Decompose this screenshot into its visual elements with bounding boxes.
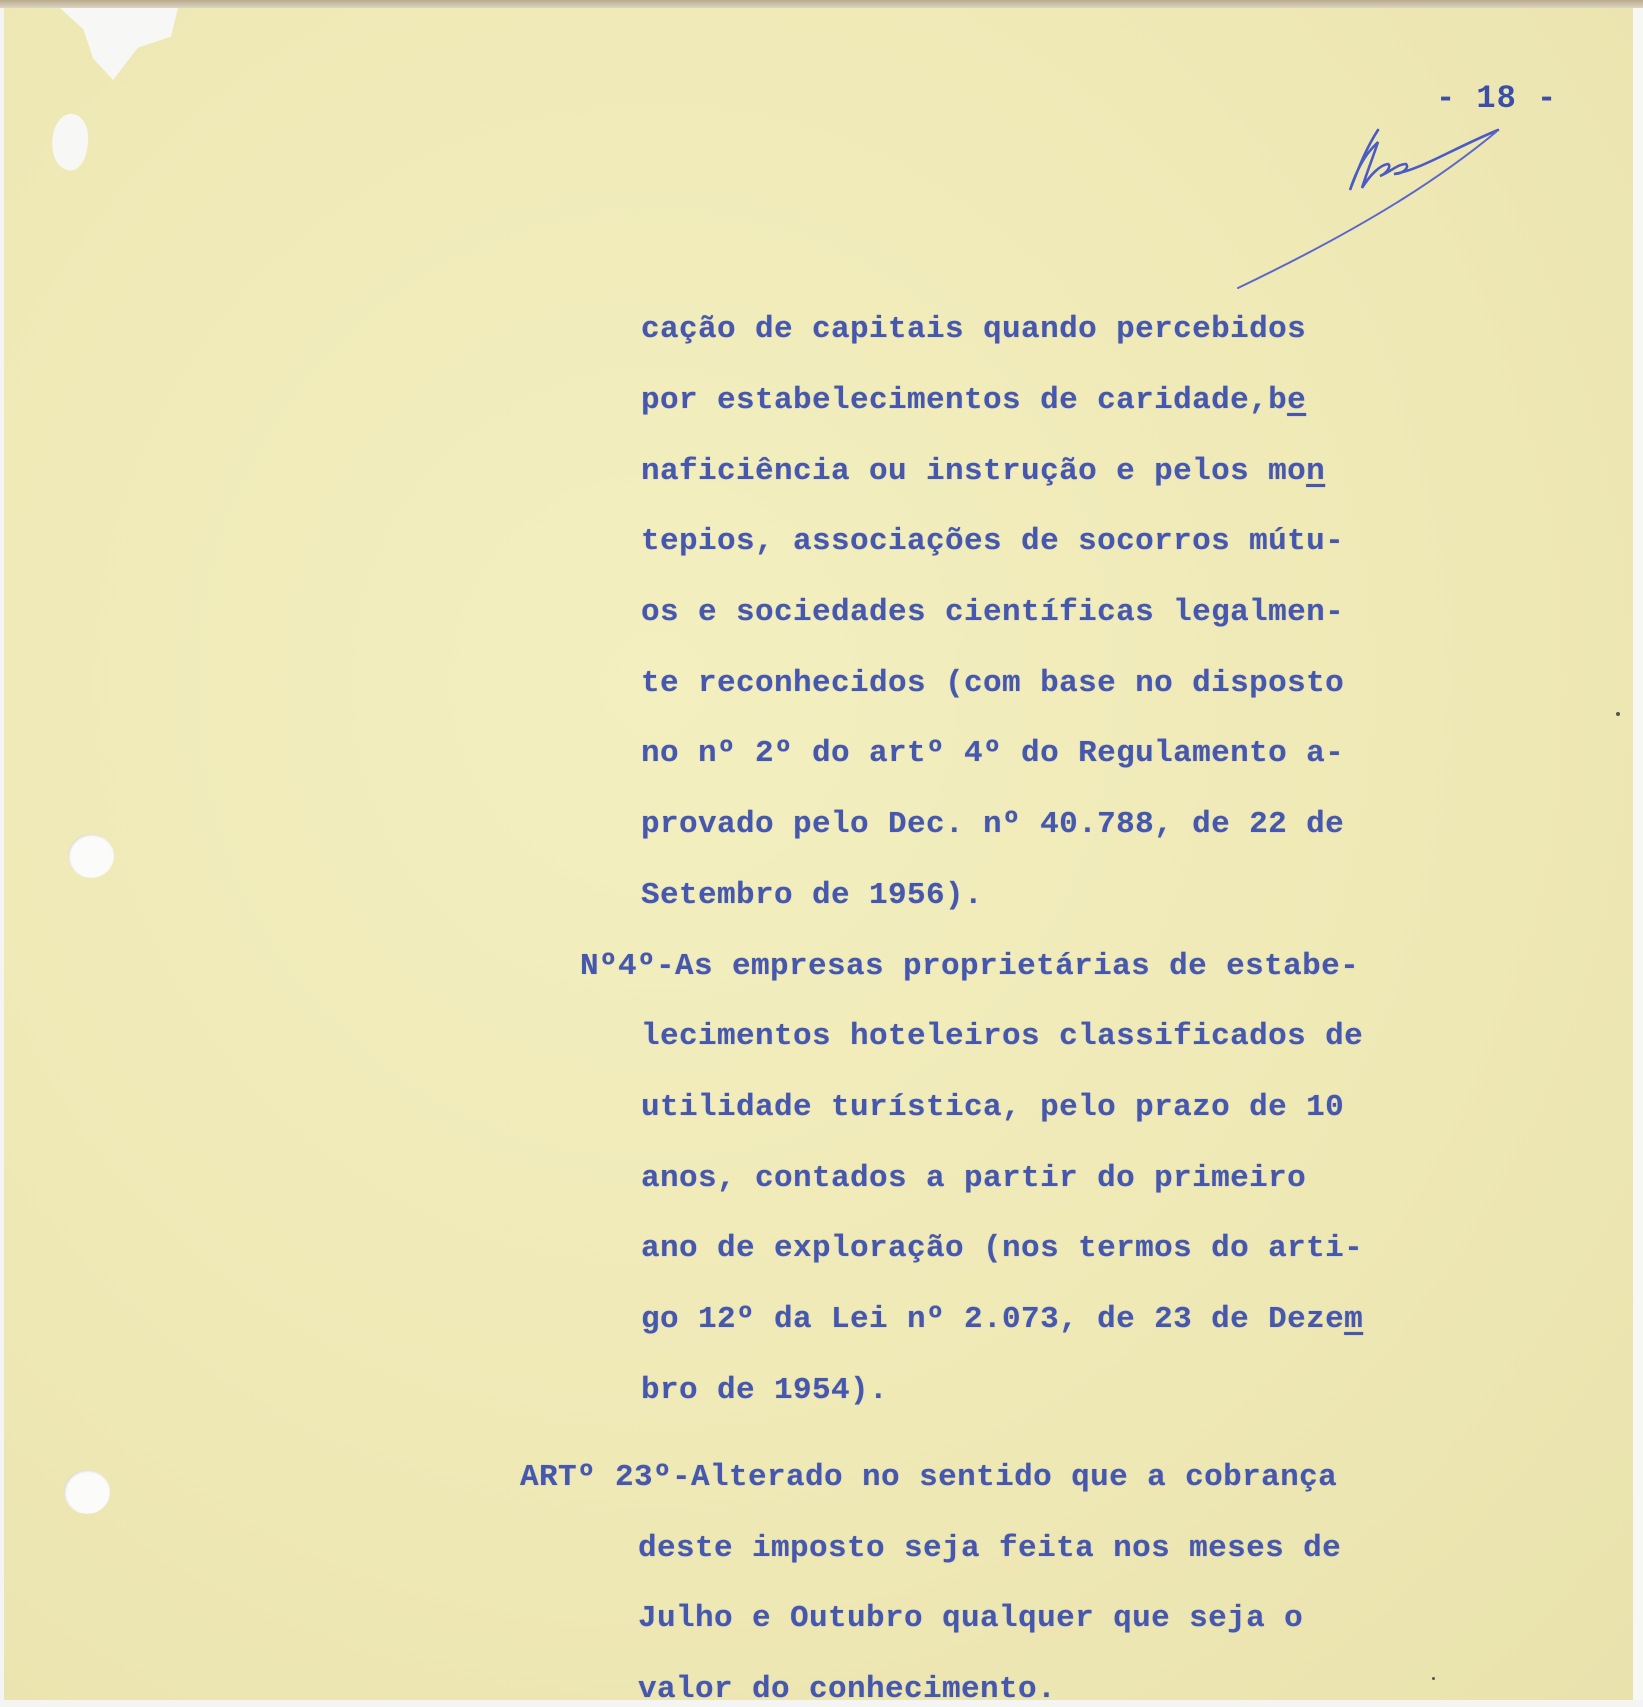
text-line: provado pelo Dec. nº 40.788, de 22 de <box>641 807 1345 842</box>
text-line: deste imposto seja feita nos meses de <box>638 1531 1342 1566</box>
article-heading-line: ARTº 23º-Alterado no sentido que a cobrança <box>520 1460 1338 1495</box>
text-line: te reconhecidos (com base no disposto <box>641 666 1345 701</box>
text-line: lecimentos hoteleiros classificados de <box>641 1019 1364 1054</box>
text-line: no nº 2º do artº 4º do Regulamento a- <box>641 736 1345 771</box>
text-line: ano de exploração (nos termos do arti- <box>641 1231 1364 1266</box>
underlined-character: e <box>1287 383 1307 418</box>
text-line: tepios, associações de socorros mútu- <box>641 524 1345 559</box>
text-line: bro de 1954). <box>641 1373 889 1408</box>
text-line: naficiência ou instrução e pelos mon <box>641 454 1326 489</box>
scan-right-margin <box>1633 8 1643 1700</box>
item-heading-line: Nº4º-As empresas proprietárias de estabe- <box>580 949 1360 984</box>
punch-hole-lower <box>64 1470 110 1514</box>
punch-hole-upper <box>68 834 114 878</box>
ink-speck <box>1616 712 1620 716</box>
page-number: - 18 - <box>1436 80 1558 117</box>
text-line: Julho e Outubro qualquer que seja o <box>638 1601 1304 1636</box>
scan-top-edge <box>0 0 1643 8</box>
underlined-character: m <box>1344 1302 1364 1337</box>
text-line: por estabelecimentos de caridade,be <box>641 383 1307 418</box>
text-line: valor do conhecimento. <box>638 1672 1057 1707</box>
text-line: os e sociedades científicas legalmen- <box>641 595 1345 630</box>
text-line: utilidade turística, pelo prazo de 10 <box>641 1090 1345 1125</box>
text-line: go 12º da Lei nº 2.073, de 23 de Dezem <box>641 1302 1364 1337</box>
ink-speck <box>1432 1677 1435 1680</box>
text-line: anos, contados a partir do primeiro <box>641 1161 1307 1196</box>
signature-initials-icon <box>1230 120 1510 300</box>
text-line: cação de capitais quando percebidos <box>641 312 1307 347</box>
text-line: Setembro de 1956). <box>641 878 984 913</box>
underlined-character: n <box>1306 454 1326 489</box>
